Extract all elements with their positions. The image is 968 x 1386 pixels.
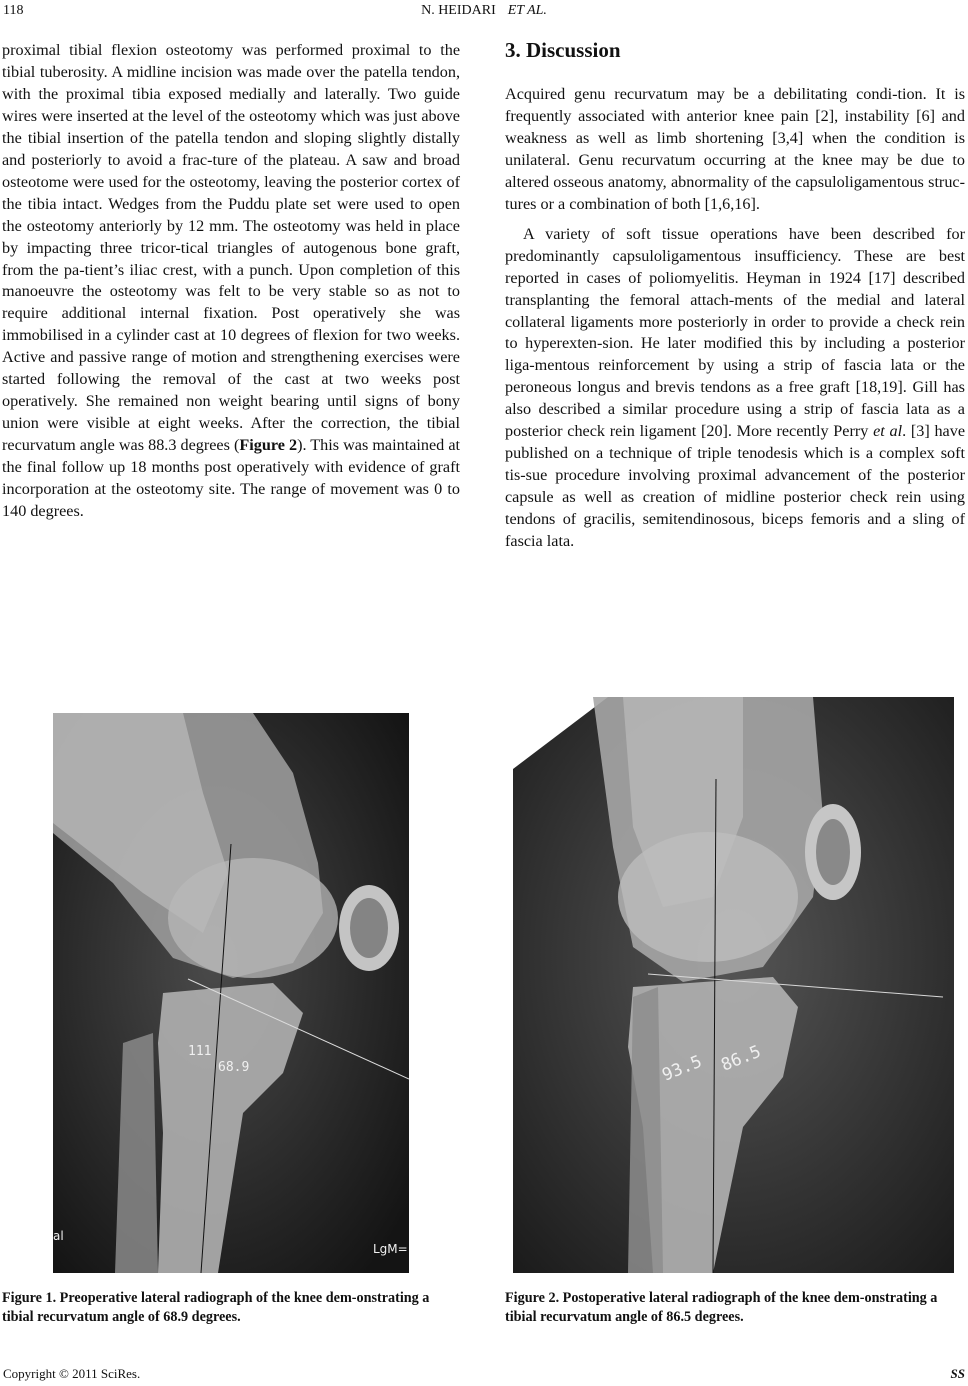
right-column	[505, 84, 965, 553]
angle-label-86-5: 86.5	[718, 1041, 764, 1076]
running-head	[0, 3, 968, 19]
discussion-p2-text: A variety of soft tissue operations have been described for predominantly capsuloligamentous insufficiency. These are best reported in cases of poliomyelitis. Heyman in 1924 [17] described transplanting the femoral attach-ments of the medial and lateral collateral ligaments more posteriorly in order to provide a check rein to hyperexten-sion. He later modified this by including a posterior liga-mentous reinforcement by using a strip of fascia lata or the peroneous longus and brevis tendons as a free graft [18,19]. Gill has also described a similar procedure using a strip of fascia lata as a posterior check rein ligament [20]. More recently Perry	[505, 224, 965, 441]
figure-1-caption	[2, 1289, 464, 1327]
discussion-heading: 3. Discussion	[505, 38, 621, 62]
angle-label-93-5: 93.5	[659, 1051, 705, 1086]
methods-paragraph	[2, 40, 460, 523]
methods-text: proximal tibial flexion osteotomy was performed proximal to the tibial tuberosity. A midline incision was made over the patella tendon, with the proximal tibia exposed medially and laterally. Two guide wires were inserted at the level of the osteotomy which was just above the tibial insertion of the patella tendon and sloping slightly distally and posteriorly to avoid a frac-ture of the plateau. A saw and broad osteotome were used for the osteotomy, leaving the posterior cortex of the tibia intact. Wedges from the Puddu plate set were used to open the osteotomy anteriorly by 12 mm. The osteotomy was held in place by impacting three tricor-tical triangles of autogenous bone graft, from the pa-tient’s iliac crest, with a punch. Upon completion of this manoeuvre the osteotomy was felt to be very stable so as not to require additional internal fixation. Post operatively she was immobilised in a cylinder cast at 10 degrees of flexion for two weeks. Active and passive range of motion and strengthening exercises were started following the removal of the cast at two weeks post operatively. She remained non weight bearing until signs of bony union were visible at eight weeks. After the correction, the tibial recurvatum angle was 88.3 degrees (	[2, 41, 460, 455]
angle-label-111: 111	[188, 1044, 212, 1059]
figure-2-reference: Figure 2	[239, 436, 298, 455]
methods-text-end: ). This was maintained at the final follow up 18 months post operatively with evidence of graft incorporation at the osteotomy site. The range of movement was 0 to 140 degrees.	[2, 436, 460, 521]
page-header	[0, 0, 968, 24]
figure-2-caption	[505, 1289, 967, 1327]
angle-label-68-9: 68.9	[218, 1060, 250, 1075]
copyright-notice: Copyright © 2011 SciRes.	[3, 1366, 141, 1381]
discussion-paragraph-1: Acquired genu recurvatum may be a debilitating condi-tion. It is frequently associated with anterior knee pain [2], instability [6] and weakness as well as limb shortening [3,4] when the condition is unilateral. Genu recurvatum occurring at the knee may be due to altered osseous anatomy, abnormality of the capsuloligamentous struc-tures or a combination of both [1,6,16].	[505, 85, 965, 213]
figure-2-radiograph	[513, 697, 954, 1273]
running-head-etal: ET AL.	[507, 3, 547, 18]
figure-1-image	[53, 713, 409, 1273]
image-lgm-label: LgM=	[373, 1242, 408, 1256]
discussion-p2-text-end: . [3] have published on a technique of triple tenodesis which is a complex soft tis-sue procedure involving proximal advancement of the posterior capsule as well as creation of midline posterior check rein using tendons of gracilis, semitendinosous, biceps femoris and a sling of fascia lata.	[505, 422, 966, 551]
image-corner-label: al	[53, 1229, 64, 1243]
discussion-paragraph-2	[505, 224, 965, 553]
figure-2-image	[513, 697, 954, 1273]
figure-1-caption-text: Figure 1. Preoperative lateral radiograph of the knee dem-onstrating a tibial recurvatum angle of 68.9 degrees.	[2, 1290, 430, 1325]
running-head-authors: N. HEIDARI	[421, 3, 496, 18]
page-number: 118	[3, 3, 24, 18]
figure-1-radiograph	[53, 713, 409, 1273]
left-column	[2, 40, 460, 523]
discussion-etal: et al	[873, 422, 903, 441]
figure-2-caption-text: Figure 2. Postoperative lateral radiograph of the knee dem-onstrating a tibial recurvatum angle of 86.5 degrees.	[505, 1290, 938, 1325]
journal-abbrev: SS	[950, 1366, 965, 1381]
